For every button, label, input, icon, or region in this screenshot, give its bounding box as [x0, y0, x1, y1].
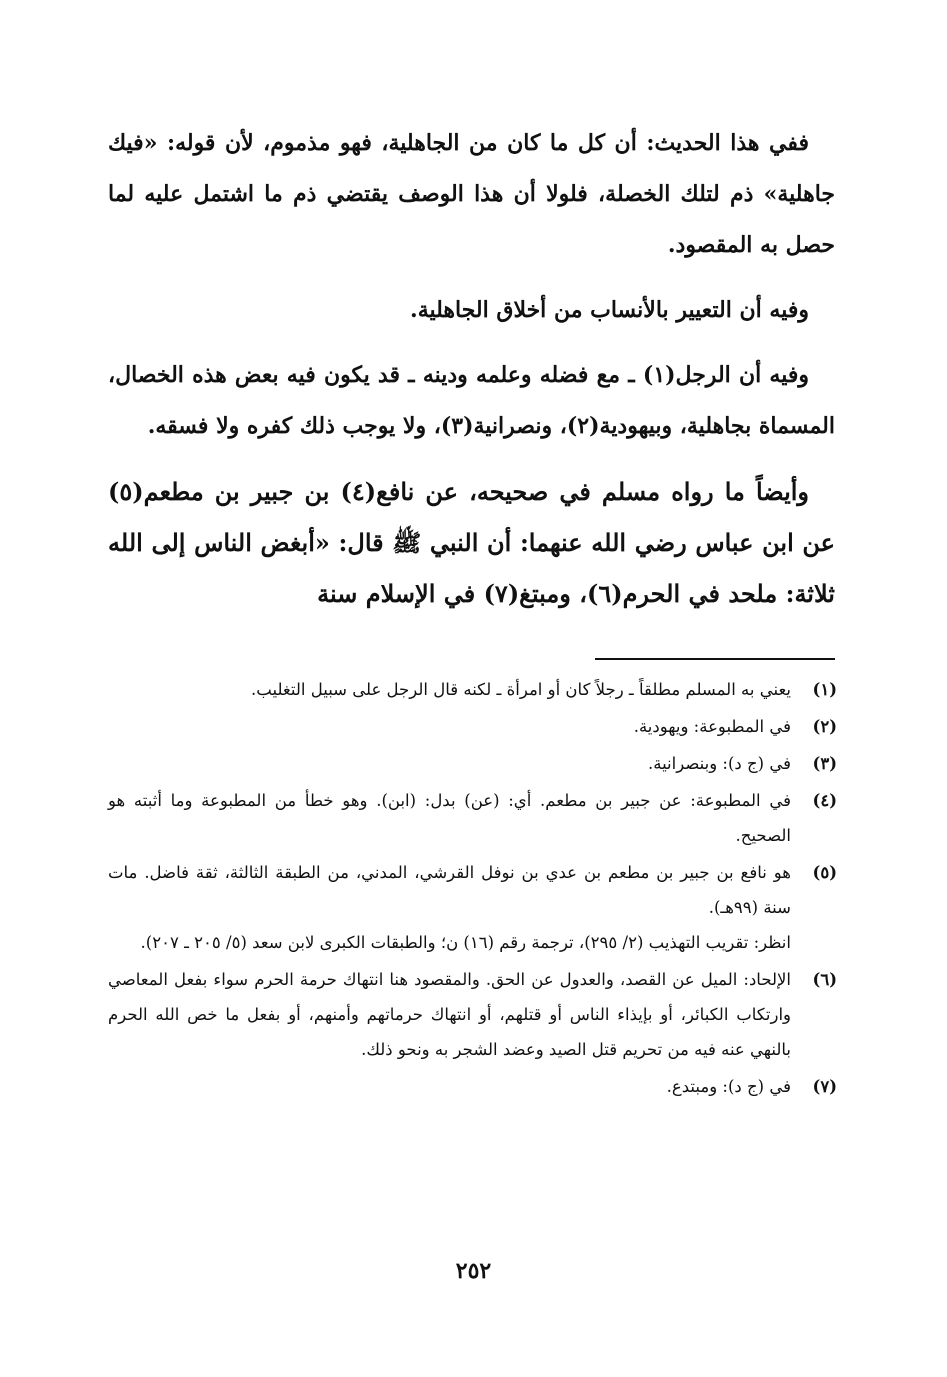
footnote-3 [108, 746, 837, 781]
footnote-number: (٢) [812, 717, 837, 736]
paragraph-4: وأيضاً ما رواه مسلم في صحيحه، عن نافع(٤) بن جبير بن مطعم(٥) عن ابن عباس رضي الله عنهما: أن النبي ﷺ قال: «أبغض الناس إلى الله ثلاثة: ملحد في الحرم(٦)، ومبتغ(٧) في الإسلام سنة [108, 477, 835, 608]
footnote-text: في المطبوعة: عن جبير بن مطعم. أي: (عن) بدل: (ابن). وهو خطأ من المطبوعة وما أثبته هو الصحيح. [108, 791, 791, 845]
footnote-divider [595, 658, 835, 660]
footnote-text: الإلحاد: الميل عن القصد، والعدول عن الحق. والمقصود هنا انتهاك حرمة الحرم سواء بفعل المعاصي وارتكاب الكبائر، أو بإيذاء الناس أو قتلهم، أو انتهاك حرماتهم وأمنهم، أو بفعل ما خص الله الحرم بالنهي عنه فيه من تحريم قتل الصيد وعضد الشجر به ونحو ذلك. [108, 970, 791, 1059]
footnote-number: (٤) [812, 791, 837, 810]
footnotes [108, 672, 837, 1106]
footnote-number: (١) [812, 680, 837, 699]
footnote-text: يعني به المسلم مطلقاً ـ رجلاً كان أو امرأة ـ لكنه قال الرجل على سبيل التغليب. [251, 680, 791, 699]
footnote-continuation: انظر: تقريب التهذيب (٢/ ٢٩٥)، ترجمة رقم (١٦) ن؛ والطبقات الكبرى لابن سعد (٥/ ٢٠٥ ـ ٢٠٧). [140, 933, 791, 952]
footnote-4 [108, 783, 837, 853]
footnote-number: (٥) [812, 863, 837, 882]
footnote-number: (٣) [812, 754, 837, 773]
footnote-2 [108, 709, 837, 744]
footnote-text: في (ج د): وبنصرانية. [647, 754, 791, 773]
footnote-6 [108, 962, 837, 1067]
footnote-1 [108, 672, 837, 707]
footnote-text: هو نافع بن جبير بن مطعم بن عدي بن نوفل القرشي، المدني، من الطبقة الثالثة، ثقة فاضل. مات سنة (٩٩هـ). [108, 863, 791, 917]
footnote-number: (٦) [812, 970, 837, 989]
footnote-7 [108, 1069, 837, 1104]
paragraph-1: ففي هذا الحديث: أن كل ما كان من الجاهلية، فهو مذموم، لأن قوله: «فيك جاهلية» ذم لتلك الخصلة، فلولا أن هذا الوصف يقتضي ذم ما اشتمل عليه لما حصل به المقصود. [108, 130, 835, 258]
main-text [108, 118, 835, 633]
paragraph-3: وفيه أن الرجل(١) ـ مع فضله وعلمه ودينه ـ قد يكون فيه بعض هذه الخصال، المسماة بجاهلية، وبيهودية(٢)، ونصرانية(٣)، ولا يوجب ذلك كفره ولا فسقه. [108, 362, 835, 439]
paragraph-2: وفيه أن التعيير بالأنساب من أخلاق الجاهلية. [410, 297, 809, 323]
footnote-text: في (ج د): ومبتدع. [666, 1077, 791, 1096]
footnote-number: (٧) [812, 1077, 837, 1096]
footnote-5 [108, 855, 837, 960]
page-number: ٢٥٢ [455, 1258, 492, 1284]
footnote-text: في المطبوعة: ويهودية. [633, 717, 791, 736]
